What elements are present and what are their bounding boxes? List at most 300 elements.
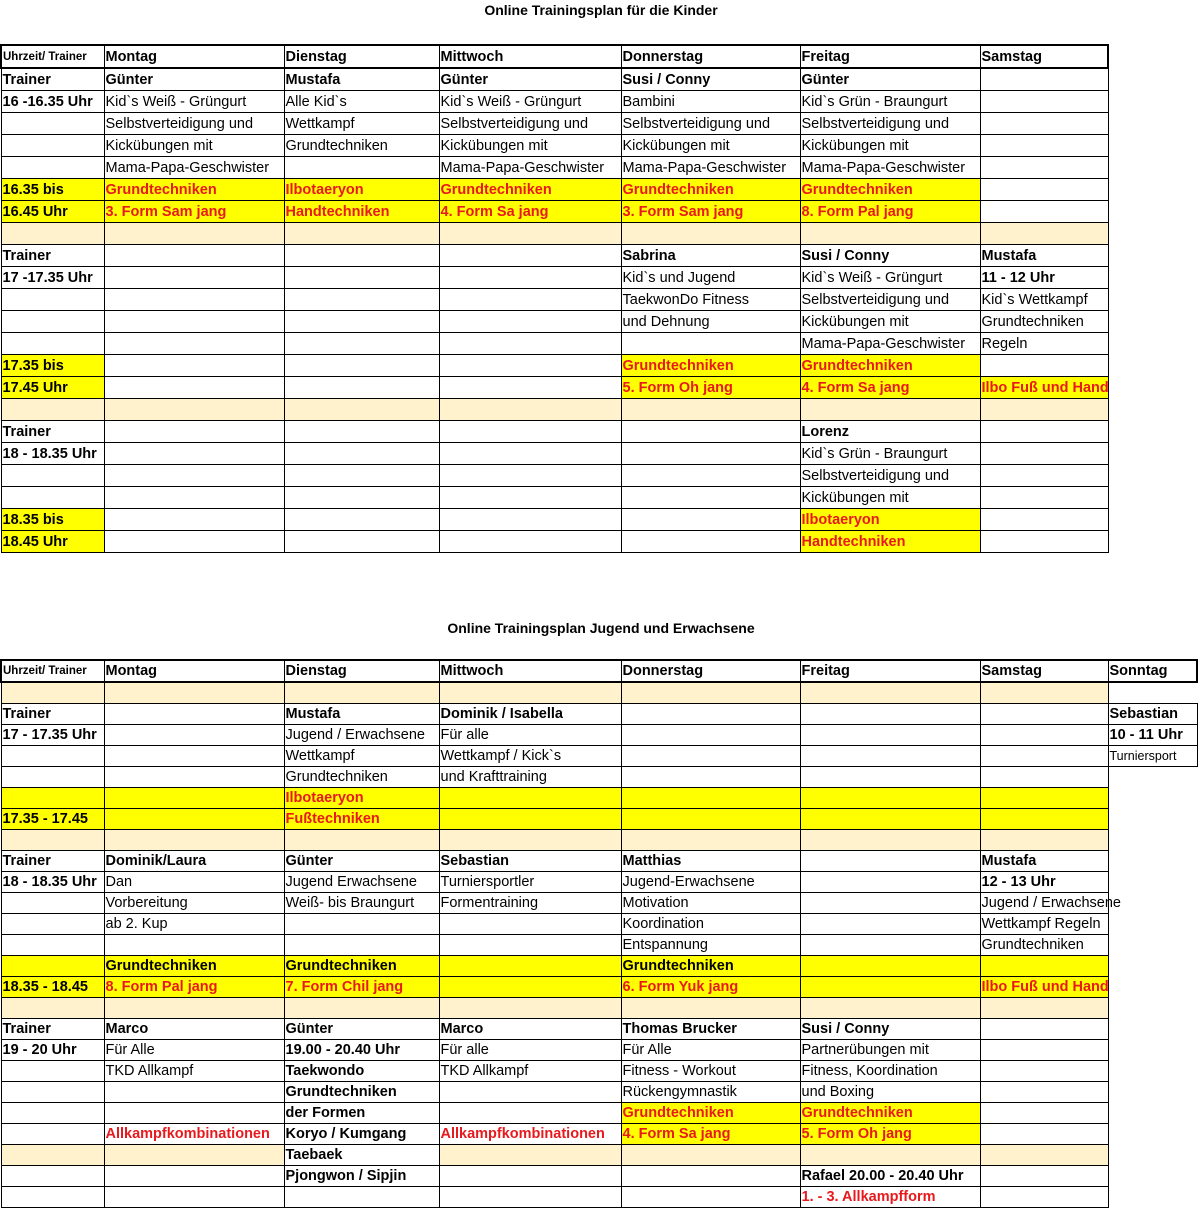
schedule-cell [980, 830, 1108, 851]
schedule-cell [439, 998, 621, 1019]
schedule-cell: Günter [284, 1019, 439, 1040]
schedule-cell: 17.35 - 17.45 [1, 809, 104, 830]
schedule-cell [104, 421, 284, 443]
schedule-cell [980, 531, 1108, 553]
schedule-cell [1108, 1124, 1197, 1145]
schedule-cell [980, 157, 1108, 179]
column-header: Montag [104, 45, 284, 68]
schedule-cell [104, 935, 284, 956]
schedule-cell [1108, 872, 1197, 893]
column-header: Dienstag [284, 45, 439, 68]
schedule-cell [1108, 1082, 1197, 1103]
schedule-cell [439, 509, 621, 531]
column-header: Sonntag [1108, 660, 1197, 682]
schedule-cell: Pjongwon / Sipjin [284, 1166, 439, 1187]
schedule-cell [284, 267, 439, 289]
schedule-cell: Fußtechniken [284, 809, 439, 830]
schedule-row [1, 311, 1108, 333]
schedule-cell [284, 935, 439, 956]
schedule-cell [800, 767, 980, 788]
schedule-row [1, 935, 1197, 956]
schedule-cell [621, 830, 800, 851]
schedule-cell [1108, 851, 1197, 872]
column-header: Freitag [800, 660, 980, 682]
schedule-cell [621, 1145, 800, 1166]
schedule-cell [284, 487, 439, 509]
schedule-cell [104, 725, 284, 746]
schedule-cell [104, 443, 284, 465]
schedule-cell: Grundtechniken [284, 767, 439, 788]
schedule-cell [1108, 767, 1197, 788]
schedule-cell: Dominik / Isabella [439, 704, 621, 725]
schedule-cell: Für Alle [621, 1040, 800, 1061]
schedule-cell [104, 245, 284, 267]
schedule-cell [980, 682, 1108, 704]
schedule-row [1, 746, 1197, 767]
schedule-cell [1108, 914, 1197, 935]
schedule-cell [104, 487, 284, 509]
schedule-cell: Dominik/Laura [104, 851, 284, 872]
schedule-cell: Rafael 20.00 - 20.40 Uhr [800, 1166, 980, 1187]
schedule-row [1, 1103, 1197, 1124]
schedule-cell: Bambini [621, 91, 800, 113]
schedule-cell [800, 914, 980, 935]
schedule-cell: 7. Form Chil jang [284, 977, 439, 998]
schedule-cell: Dan [104, 872, 284, 893]
schedule-cell [284, 157, 439, 179]
schedule-cell: 16.35 bis [1, 179, 104, 201]
schedule-cell: Wettkampf [284, 746, 439, 767]
schedule-cell: Sebastian [1108, 704, 1197, 725]
schedule-row [1, 487, 1108, 509]
schedule-cell: 4. Form Sa jang [800, 377, 980, 399]
schedule-cell: Ilbo Fuß und Hand [980, 977, 1108, 998]
column-header: Montag [104, 660, 284, 682]
schedule-cell: Formentraining [439, 893, 621, 914]
schedule-cell [980, 113, 1108, 135]
schedule-cell [621, 443, 800, 465]
schedule-cell: Sebastian [439, 851, 621, 872]
schedule-cell [621, 998, 800, 1019]
schedule-cell [800, 851, 980, 872]
schedule-cell [439, 809, 621, 830]
schedule-cell [284, 399, 439, 421]
schedule-cell: 16.45 Uhr [1, 201, 104, 223]
schedule-row [1, 809, 1197, 830]
schedule-cell: Für alle [439, 725, 621, 746]
schedule-cell: Susi / Conny [621, 68, 800, 91]
schedule-cell [439, 830, 621, 851]
schedule-cell [439, 956, 621, 977]
schedule-cell [800, 935, 980, 956]
schedule-cell [980, 91, 1108, 113]
schedule-cell [800, 977, 980, 998]
schedule-cell: 3. Form Sam jang [621, 201, 800, 223]
schedule-cell: Allkampfkombinationen [104, 1124, 284, 1145]
schedule-cell [980, 355, 1108, 377]
schedule-cell: Kickübungen mit [104, 135, 284, 157]
schedule-row [1, 399, 1108, 421]
column-header: Samstag [980, 660, 1108, 682]
schedule-cell: Kid`s Weiß - Grüngurt [104, 91, 284, 113]
schedule-cell: Selbstverteidigung und [439, 113, 621, 135]
schedule-cell [1, 935, 104, 956]
schedule-cell [1, 487, 104, 509]
schedule-cell [621, 767, 800, 788]
schedule-cell: Koryo / Kumgang [284, 1124, 439, 1145]
schedule-cell: Regeln [980, 333, 1108, 355]
schedule-cell: Grundtechniken [284, 956, 439, 977]
schedule-cell: 8. Form Pal jang [104, 977, 284, 998]
schedule-cell [800, 1145, 980, 1166]
schedule-cell [1, 1166, 104, 1187]
schedule-cell [800, 998, 980, 1019]
schedule-cell: Marco [104, 1019, 284, 1040]
schedule-cell [1108, 1061, 1197, 1082]
schedule-cell: Grundtechniken [621, 1103, 800, 1124]
schedule-cell [104, 1145, 284, 1166]
schedule-row [1, 872, 1197, 893]
schedule-cell [439, 223, 621, 245]
schedule-row [1, 682, 1197, 704]
schedule-cell [1108, 788, 1197, 809]
schedule-cell [1108, 1040, 1197, 1061]
schedule-cell: 18.35 - 18.45 [1, 977, 104, 998]
schedule-cell [284, 289, 439, 311]
schedule-cell [800, 746, 980, 767]
schedule-cell [439, 355, 621, 377]
schedule-cell [104, 509, 284, 531]
schedule-cell: Jugend / Erwachsene [980, 893, 1108, 914]
schedule-cell: Kid`s Weiß - Grüngurt [800, 267, 980, 289]
schedule-row [1, 1082, 1197, 1103]
schedule-cell [104, 377, 284, 399]
column-header: Dienstag [284, 660, 439, 682]
schedule-cell [284, 1187, 439, 1208]
schedule-cell: Günter [104, 68, 284, 91]
schedule-cell: Trainer [1, 851, 104, 872]
schedule-cell: TKD Allkampf [104, 1061, 284, 1082]
schedule-cell [284, 998, 439, 1019]
schedule-row [1, 509, 1108, 531]
schedule-cell: Grundtechniken [980, 935, 1108, 956]
schedule-cell [104, 399, 284, 421]
schedule-cell: Grundtechniken [800, 1103, 980, 1124]
schedule-cell: Susi / Conny [800, 245, 980, 267]
schedule-cell [439, 935, 621, 956]
schedule-cell: 18.35 bis [1, 509, 104, 531]
schedule-cell [104, 333, 284, 355]
schedule-cell [1108, 977, 1197, 998]
schedule-cell [800, 399, 980, 421]
schedule-cell: Mama-Papa-Geschwister [800, 333, 980, 355]
schedule-cell [439, 531, 621, 553]
schedule-cell: Mama-Papa-Geschwister [439, 157, 621, 179]
schedule-row [1, 977, 1197, 998]
schedule-cell: Matthias [621, 851, 800, 872]
schedule-cell [1108, 1103, 1197, 1124]
schedule-cell [980, 956, 1108, 977]
schedule-row [1, 956, 1197, 977]
schedule-cell: Ilbotaeryon [284, 788, 439, 809]
schedule-cell [1, 113, 104, 135]
schedule-cell [800, 788, 980, 809]
schedule-cell [104, 746, 284, 767]
schedule-row [1, 135, 1108, 157]
schedule-cell [1, 333, 104, 355]
schedule-cell [104, 531, 284, 553]
schedule-cell [1, 1145, 104, 1166]
schedule-cell [1, 223, 104, 245]
schedule-cell [104, 788, 284, 809]
schedule-cell [980, 509, 1108, 531]
schedule-row [1, 289, 1108, 311]
schedule-cell: Selbstverteidigung und [800, 113, 980, 135]
schedule-cell [980, 1145, 1108, 1166]
schedule-cell [104, 704, 284, 725]
column-header: Donnerstag [621, 45, 800, 68]
schedule-cell: der Formen [284, 1103, 439, 1124]
schedule-cell [284, 465, 439, 487]
schedule-cell [980, 68, 1108, 91]
schedule-cell: Rückengymnastik [621, 1082, 800, 1103]
schedule-cell [980, 1187, 1108, 1208]
schedule-cell [1108, 893, 1197, 914]
schedule-cell [284, 311, 439, 333]
schedule-cell: Handtechniken [800, 531, 980, 553]
schedule-row [1, 767, 1197, 788]
schedule-cell: Ilbotaeryon [284, 179, 439, 201]
schedule-cell: Trainer [1, 1019, 104, 1040]
schedule-cell [980, 487, 1108, 509]
schedule-row [1, 245, 1108, 267]
schedule-cell: Wettkampf [284, 113, 439, 135]
schedule-cell [1108, 809, 1197, 830]
schedule-cell [621, 682, 800, 704]
schedule-cell [980, 1103, 1108, 1124]
schedule-row [1, 465, 1108, 487]
schedule-cell [104, 682, 284, 704]
schedule-cell: 11 - 12 Uhr [980, 267, 1108, 289]
schedule-cell [104, 1166, 284, 1187]
schedule-cell [621, 487, 800, 509]
schedule-row [1, 333, 1108, 355]
schedule-cell [980, 443, 1108, 465]
schedule-row [1, 421, 1108, 443]
schedule-cell [800, 704, 980, 725]
schedule-cell [104, 289, 284, 311]
schedule-cell: 18.45 Uhr [1, 531, 104, 553]
schedule-cell: Kid`s Grün - Braungurt [800, 91, 980, 113]
column-header: Freitag [800, 45, 980, 68]
schedule-cell [439, 421, 621, 443]
schedule-row [1, 267, 1108, 289]
schedule-row [1, 725, 1197, 746]
schedule-cell: Grundtechniken [800, 355, 980, 377]
header-row [1, 660, 1197, 682]
schedule-cell [1, 465, 104, 487]
schedule-row [1, 113, 1108, 135]
schedule-cell: Wettkampf / Kick`s [439, 746, 621, 767]
schedule-cell: TaekwonDo Fitness [621, 289, 800, 311]
schedule-cell [980, 725, 1108, 746]
schedule-cell [104, 223, 284, 245]
schedule-row [1, 68, 1108, 91]
schedule-cell: 4. Form Sa jang [621, 1124, 800, 1145]
schedule-row [1, 704, 1197, 725]
schedule-row [1, 1124, 1197, 1145]
schedule-cell: Mustafa [284, 704, 439, 725]
schedule-cell [104, 267, 284, 289]
schedule-cell: Grundtechniken [621, 956, 800, 977]
schedule-cell: Grundtechniken [104, 179, 284, 201]
schedule-cell [104, 998, 284, 1019]
schedule-cell [621, 746, 800, 767]
schedule-cell [284, 914, 439, 935]
schedule-cell [980, 767, 1108, 788]
schedule-row [1, 201, 1108, 223]
schedule-cell [439, 788, 621, 809]
schedule-cell: Koordination [621, 914, 800, 935]
schedule-cell: Marco [439, 1019, 621, 1040]
schedule-cell: Jugend Erwachsene [284, 872, 439, 893]
schedule-row [1, 1166, 1197, 1187]
schedule-cell [104, 311, 284, 333]
schedule-row [1, 1061, 1197, 1082]
schedule-cell [439, 914, 621, 935]
schedule-cell: Jugend / Erwachsene [284, 725, 439, 746]
schedule-cell [104, 1082, 284, 1103]
schedule-cell [800, 223, 980, 245]
schedule-row [1, 1040, 1197, 1061]
schedule-cell [284, 531, 439, 553]
schedule-row [1, 851, 1197, 872]
column-header: Donnerstag [621, 660, 800, 682]
schedule-cell: 17 -17.35 Uhr [1, 267, 104, 289]
schedule-cell [439, 1145, 621, 1166]
schedule-cell [284, 333, 439, 355]
schedule-row [1, 223, 1108, 245]
schedule-row [1, 377, 1108, 399]
schedule-cell [439, 1166, 621, 1187]
schedule-cell [1108, 956, 1197, 977]
schedule-cell [1, 998, 104, 1019]
schedule-cell [1, 399, 104, 421]
schedule-cell [800, 682, 980, 704]
schedule-cell [800, 830, 980, 851]
schedule-cell [439, 1082, 621, 1103]
schedule-cell [439, 1103, 621, 1124]
schedule-row [1, 531, 1108, 553]
schedule-cell [1, 157, 104, 179]
schedule-cell: Grundtechniken [621, 179, 800, 201]
schedule-cell [104, 1103, 284, 1124]
schedule-cell [980, 746, 1108, 767]
schedule-cell [980, 1124, 1108, 1145]
schedule-cell: Mustafa [980, 245, 1108, 267]
schedule-cell [980, 1019, 1108, 1040]
schedule-cell: 19 - 20 Uhr [1, 1040, 104, 1061]
schedule-cell: Grundtechniken [621, 355, 800, 377]
schedule-cell: 17 - 17.35 Uhr [1, 725, 104, 746]
schedule-cell [104, 465, 284, 487]
schedule-cell [1, 1124, 104, 1145]
schedule-cell: Mustafa [980, 851, 1108, 872]
schedule-cell [621, 421, 800, 443]
schedule-cell [800, 872, 980, 893]
schedule-cell: Allkampfkombinationen [439, 1124, 621, 1145]
schedule-cell [1, 1103, 104, 1124]
schedule-cell: und Boxing [800, 1082, 980, 1103]
schedule-cell: Kickübungen mit [800, 311, 980, 333]
schedule-row [1, 788, 1197, 809]
schedule-cell [980, 788, 1108, 809]
schedule-cell: Selbstverteidigung und [800, 465, 980, 487]
schedule-cell [980, 201, 1108, 223]
schedule-cell: Kid`s Wettkampf [980, 289, 1108, 311]
schedule-cell [1, 956, 104, 977]
schedule-row [1, 179, 1108, 201]
schedule-cell [284, 443, 439, 465]
schedule-cell: Motivation [621, 893, 800, 914]
schedule-cell: 1. - 3. Allkampfform [800, 1187, 980, 1208]
schedule-cell: Selbstverteidigung und [800, 289, 980, 311]
schedule-cell: Partnerübungen mit [800, 1040, 980, 1061]
schedule-cell [284, 223, 439, 245]
schedule-cell: Günter [439, 68, 621, 91]
schedule-cell [1, 135, 104, 157]
schedule-cell: Entspannung [621, 935, 800, 956]
schedule-cell [284, 509, 439, 531]
schedule-cell: Thomas Brucker [621, 1019, 800, 1040]
schedule-cell [439, 399, 621, 421]
schedule-cell: ab 2. Kup [104, 914, 284, 935]
schedule-cell [621, 223, 800, 245]
column-header: Uhrzeit/ Trainer [1, 45, 104, 68]
schedule-row [1, 998, 1197, 1019]
schedule-cell [1108, 1187, 1197, 1208]
schedule-cell: Sabrina [621, 245, 800, 267]
column-header: Uhrzeit/ Trainer [1, 660, 104, 682]
schedule-cell: Vorbereitung [104, 893, 284, 914]
schedule-cell [284, 377, 439, 399]
schedule-cell: Taebaek [284, 1145, 439, 1166]
schedule-cell [621, 1166, 800, 1187]
schedule-cell [1108, 935, 1197, 956]
schedule-cell [980, 704, 1108, 725]
schedule-cell [621, 725, 800, 746]
schedule-cell: Turniersportler [439, 872, 621, 893]
schedule-cell [104, 1187, 284, 1208]
schedule-cell: Handtechniken [284, 201, 439, 223]
schedule-cell [980, 421, 1108, 443]
schedule-cell [800, 725, 980, 746]
schedule-cell: Günter [284, 851, 439, 872]
schedule-cell: 17.35 bis [1, 355, 104, 377]
schedule-cell: 17.45 Uhr [1, 377, 104, 399]
schedule-cell: Mama-Papa-Geschwister [621, 157, 800, 179]
schedule-cell [621, 333, 800, 355]
schedule-cell [980, 1040, 1108, 1061]
schedule-cell [1108, 682, 1197, 704]
schedule-cell [284, 682, 439, 704]
schedule-cell [1108, 998, 1197, 1019]
schedule-cell [1, 893, 104, 914]
schedule-cell: Ilbo Fuß und Hand [980, 377, 1108, 399]
schedule-row [1, 830, 1197, 851]
schedule-cell [104, 809, 284, 830]
column-header: Mittwoch [439, 45, 621, 68]
